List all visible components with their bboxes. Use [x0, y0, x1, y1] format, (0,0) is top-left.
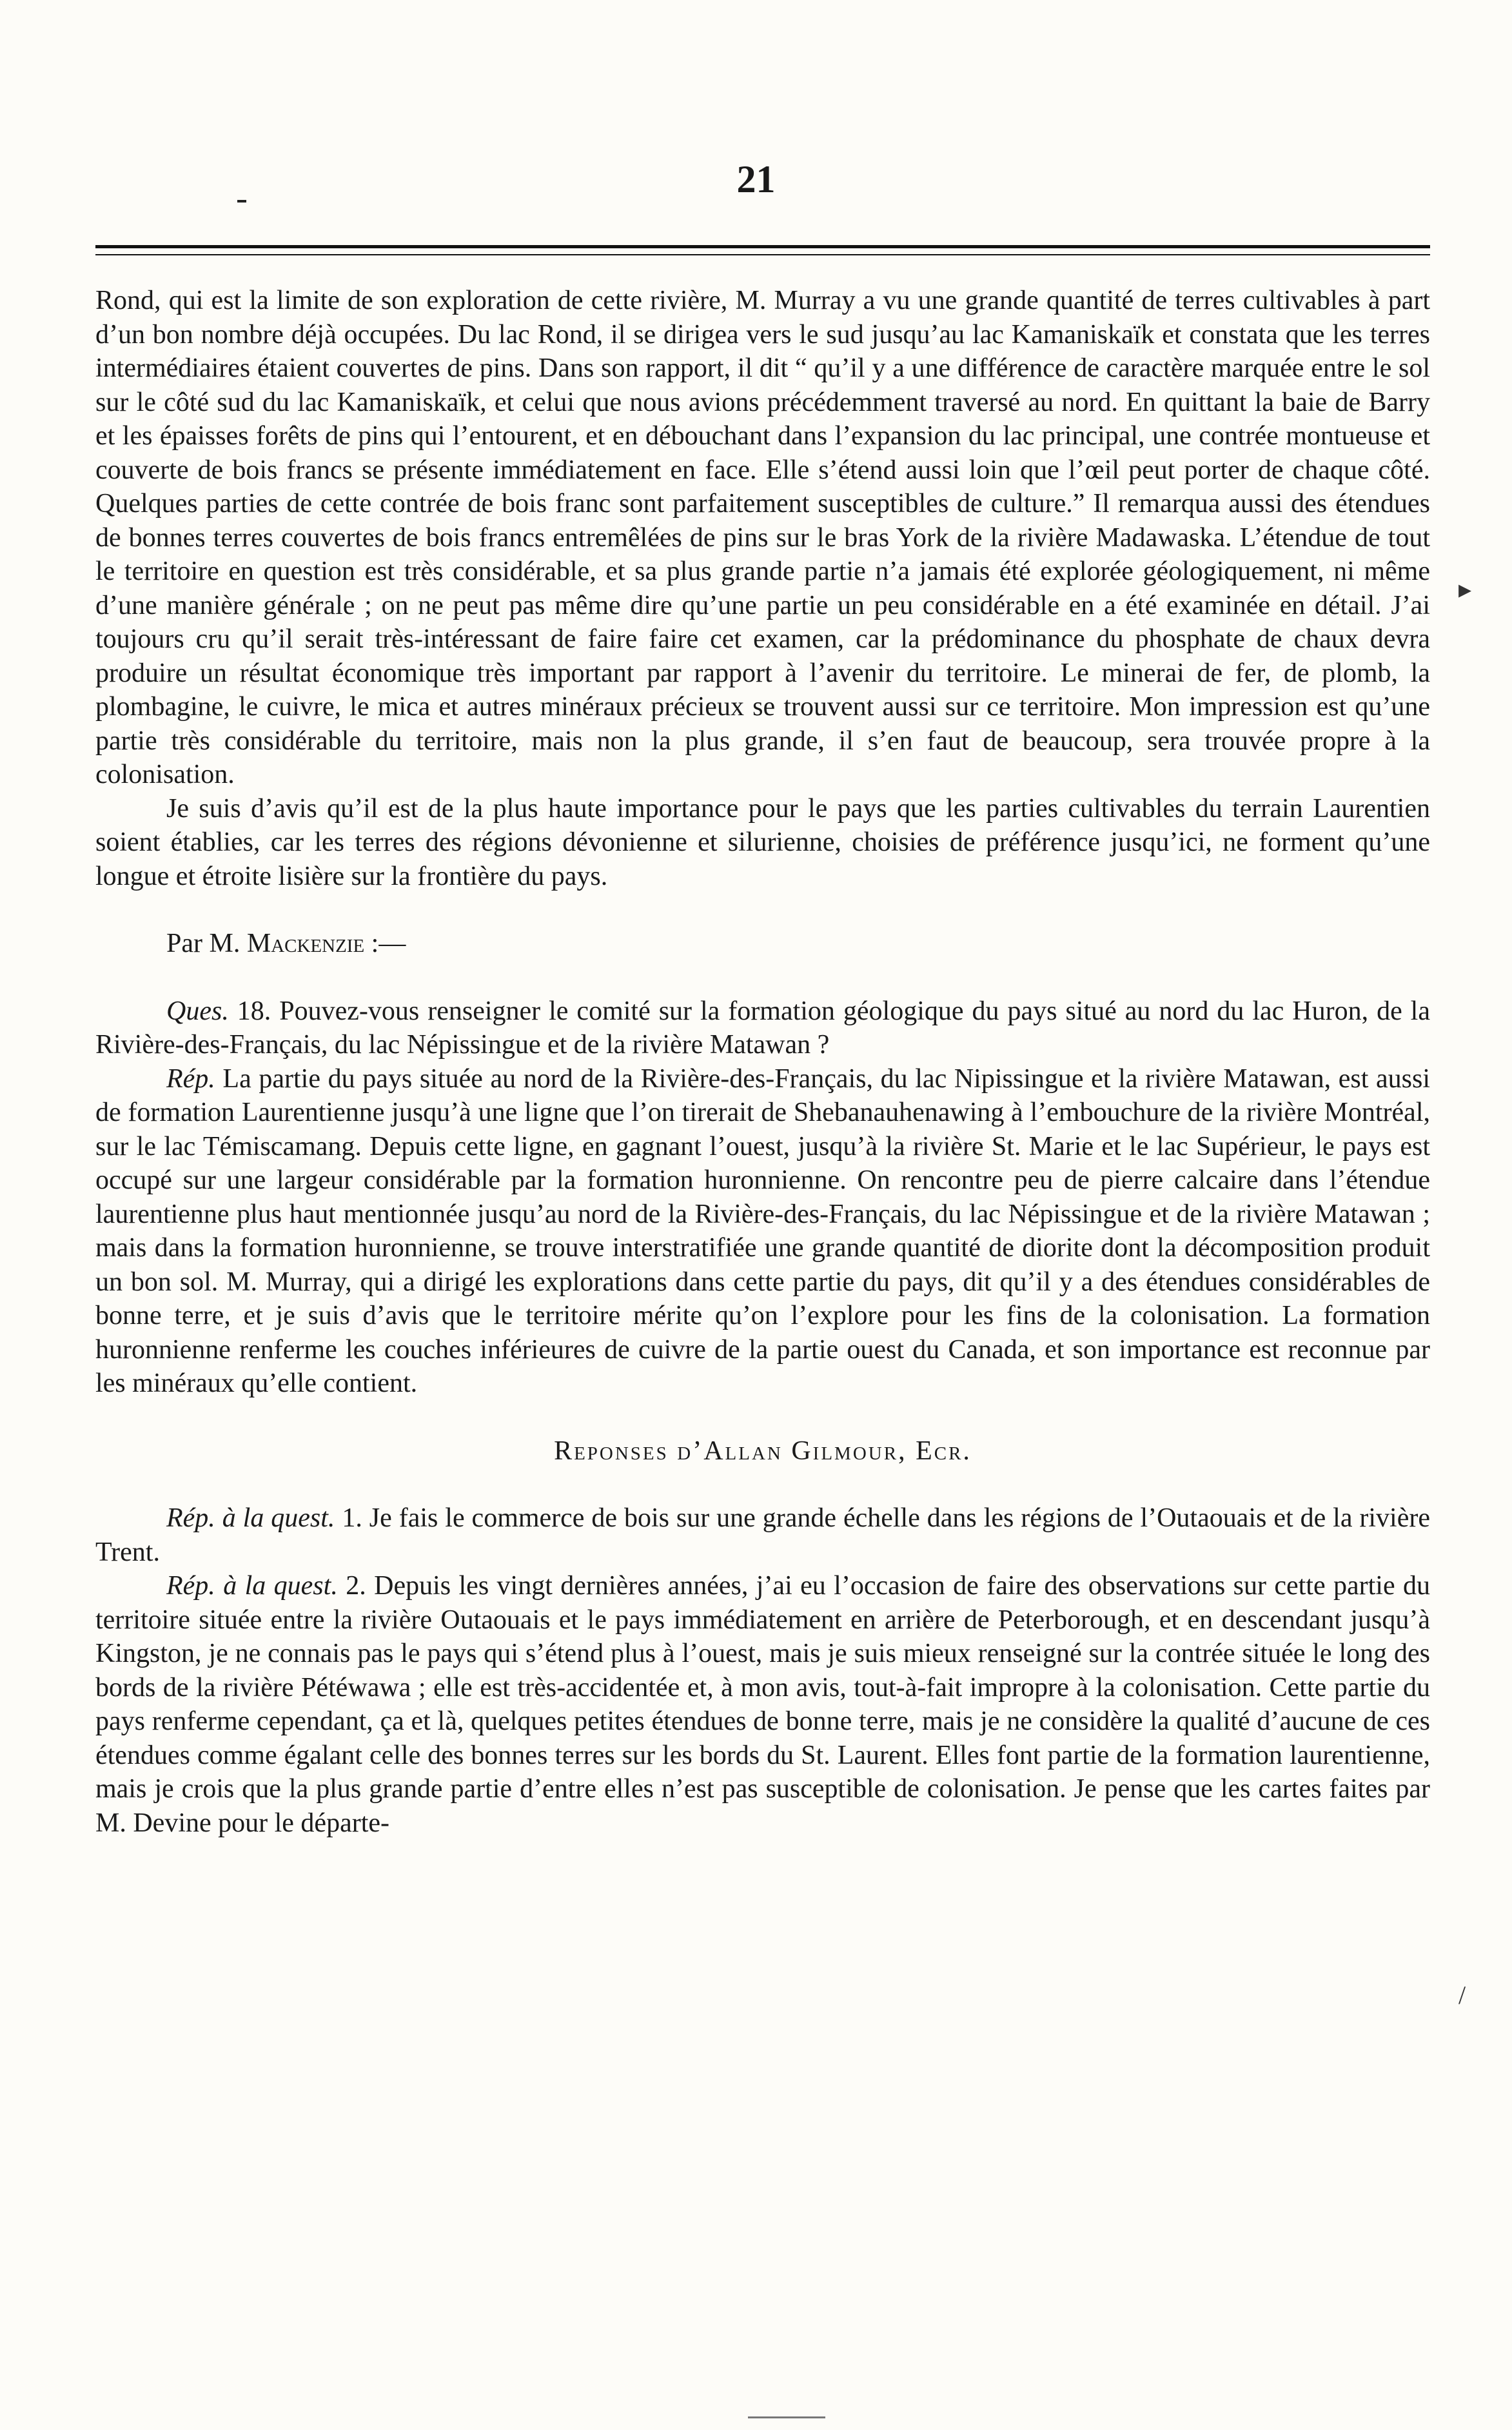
margin-mark-right: ▸: [1458, 575, 1472, 604]
header-rule-thin: [95, 254, 1430, 255]
gilmour-reply-1: [95, 1501, 1430, 1569]
bottom-page-mark: [748, 2416, 825, 2418]
margin-mark-lower: /: [1458, 1981, 1466, 2010]
section-heading-gilmour: Reponses d’Allan Gilmour, Ecr.: [554, 1436, 972, 1466]
stray-mark: [237, 200, 246, 202]
question-label: Ques.: [166, 996, 229, 1026]
gilmour-reply-2: [95, 1569, 1430, 1840]
answer-18: [95, 1062, 1430, 1401]
reply-2-text: 2. Depuis les vingt dernières années, j’ai eu l’occasion de faire des observations sur cette partie du territoire située entre la rivière Outaouais et le pays immédiatement en arrière de Peterborough, et en descendant jusqu’à Kingston, je ne connais pas le pays qui s’étend plus à l’ouest, mais je suis mieux renseigné sur la contrée située le long des bords de la rivière Pétéwawa ; elle est très-accidentée et, à mon avis, tout-à-fait impropre à la colonisation. Cette partie du pays renferme cependant, ça et là, quelques petites étendues de bonne terre, mais je ne considère la qualité d’aucune de ces étendues comme égalant celle des bonnes terres sur les bords du St. Laurent. Elles font partie de la formation laurentienne, mais je crois que la plus grande partie d’entre elles n’est pas susceptible de colonisation. Je pense que les cartes faites par M. Devine pour le départe-: [95, 1571, 1431, 1838]
speaker-intro-suffix: :—: [364, 929, 406, 958]
reply-1-text: 1. Je fais le commerce de bois sur une grande échelle dans les régions de l’Outaouais et de la rivière Trent.: [95, 1503, 1430, 1567]
header-rule-thick: [95, 245, 1430, 248]
question-text: 18. Pouvez-vous renseigner le comité sur la formation géologique du pays situé au nord du lac Huron, de la Rivière-des-Français, du lac Népissingue et de la rivière Matawan ?: [95, 996, 1430, 1060]
answer-text: La partie du pays située au nord de la Rivière-des-Français, du lac Nipissingue et la rivière Matawan, est aussi de formation Laurentienne jusqu’à une ligne que l’on tirerait de Shebanauhenawing à l’embouchure de la rivière Montréal, sur le lac Témiscamang. Depuis cette ligne, en gagnant l’ouest, jusqu’à la rivière St. Marie et le lac Supérieur, le pays est occupé sur une largeur considérable par la formation huronnienne. On rencontre peu de pierre calcaire dans l’étendue laurentienne plus haut mentionnée jusqu’au nord de la Rivière-des-Français, du lac Népissingue et de la rivière Matawan ; mais dans la formation huronnienne, se trouve interstratifiée une grande quantité de diorite dont la décomposition produit un bon sol. M. Murray, qui a dirigé les explorations dans cette partie du pays, dit qu’il y a des étendues considérables de bonne terre, et je suis d’avis que le territoire mérite qu’on l’explore pour les fins de la colonisation. La formation huronnienne renferme les couches inférieures de cuivre de la partie ouest du Canada, et son importance est reconnue par les minéraux qu’elle contient.: [95, 1063, 1430, 1398]
page-number: 21: [736, 158, 776, 201]
answer-label: Rép.: [166, 1063, 215, 1094]
speaker-intro-mackenzie: [95, 927, 1430, 961]
reply-1-label: Rép. à la quest.: [166, 1503, 335, 1533]
body-text: [95, 284, 1430, 1840]
reply-2-label: Rép. à la quest.: [166, 1571, 338, 1601]
speaker-intro-prefix: Par M.: [166, 929, 247, 958]
paragraph-laurentien: Je suis d’avis qu’il est de la plus haute importance pour le pays que les parties cultivables du terrain Laurentien soient établies, car les terres des régions dévonienne et silurienne, choisies de préférence jusqu’ici, ne forment qu’une longue et étroite lisière sur la frontière du pays.: [95, 793, 1430, 891]
paragraph-murray: Rond, qui est la limite de son exploration de cette rivière, M. Murray a vu une grande quantité de terres cultivables à part d’un bon nombre déjà occupées. Du lac Rond, il se dirigea vers le sud jusqu’au lac Kamaniskaïk et constata que les terres intermédiaires étaient couvertes de pins. Dans son rapport, il dit “ qu’il y a une différence de caractère marquée entre le sol sur le côté sud du lac Kamaniskaïk, et celui que nous avions précédemment traversé au nord. En quittant la baie de Barry et les épaisses forêts de pins qui l’entourent, et en débouchant dans l’expansion du lac principal, une contrée montueuse et couverte de bois francs se présente immédiatement en face. Elle s’étend aussi loin que l’œil peut porter de chaque côté. Quelques parties de cette contrée de bois franc sont parfaitement susceptibles de culture.” Il remarqua aussi des étendues de bonnes terres couvertes de bois francs entremêlées de pins sur le bras York de la rivière Madawaska. L’étendue de tout le territoire en question est très considérable, et sa plus grande partie n’a jamais été explorée géologiquement, ni même d’une manière générale ; on ne peut pas même dire qu’une partie un peu considérable en a été examinée en détail. J’ai toujours cru qu’il serait très-intéressant de faire faire cet examen, car la prédominance du phosphate de chaux devra produire un résultat économique très important par rapport à l’avenir du territoire. Le minerai de fer, de plomb, la plombagine, le cuivre, le mica et autres minéraux précieux se trouvent aussi sur ce territoire. Mon impression est qu’une partie très considérable du territoire, mais non la plus grande, il s’en faut de beaucoup, sera trouvée propre à la colonisation.: [95, 286, 1430, 789]
question-18: [95, 994, 1430, 1062]
speaker-name: Mackenzie: [246, 929, 365, 958]
